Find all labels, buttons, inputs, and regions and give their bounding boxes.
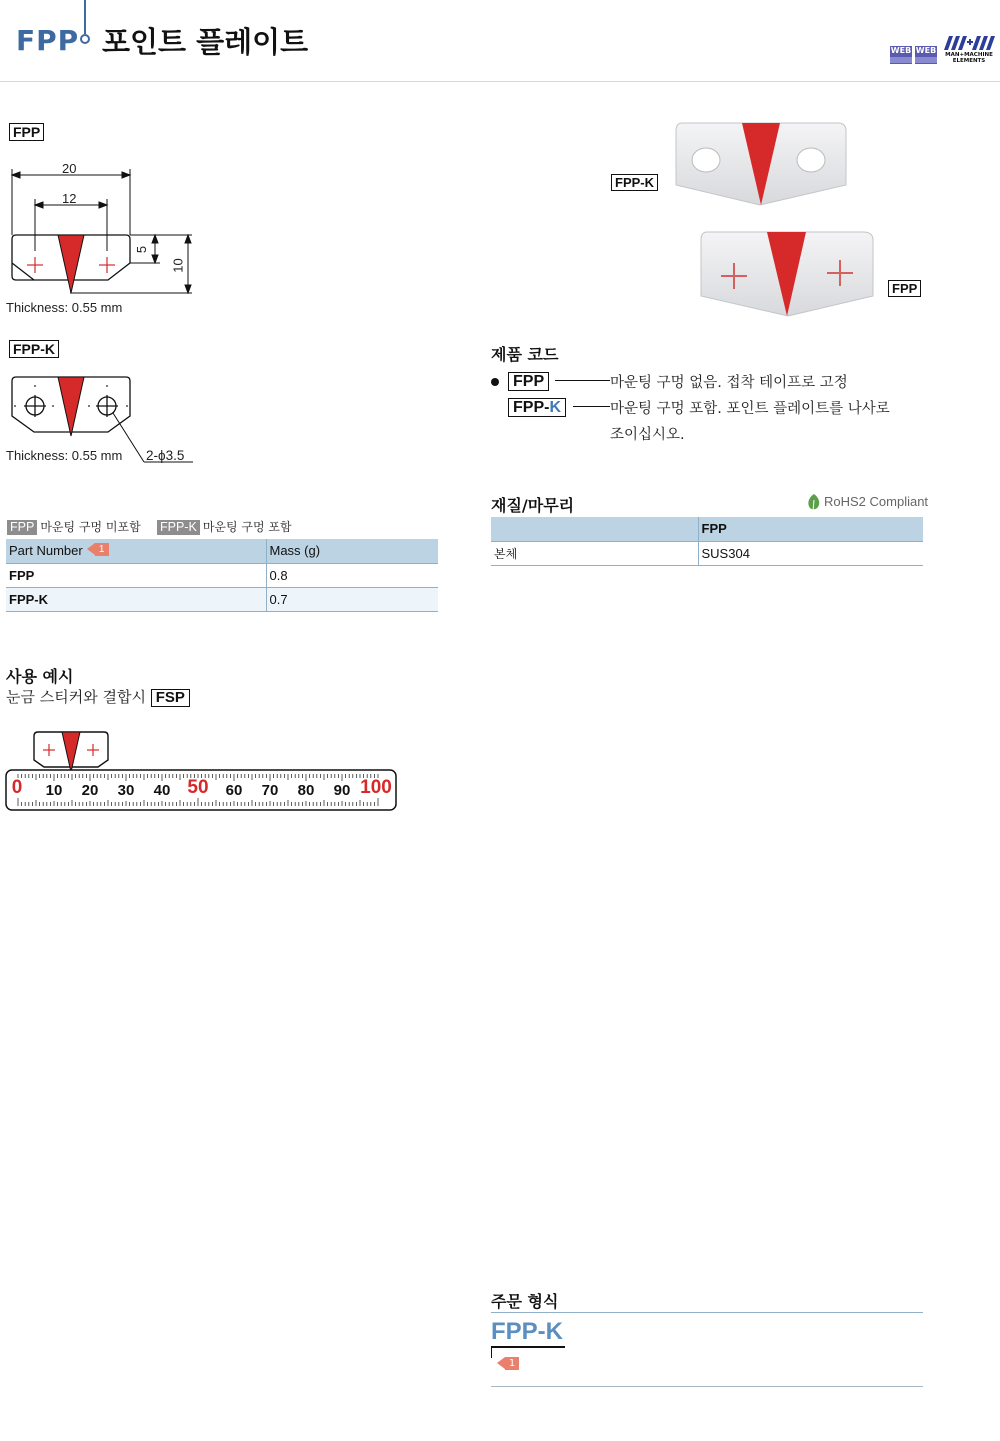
material-title: 재질/마무리	[491, 496, 575, 515]
mass-row-value: 0.7	[266, 587, 438, 611]
fpp-thickness: Thickness: 0.55 mm	[6, 300, 123, 315]
rohs-leaf-icon	[806, 493, 822, 513]
fppk-product-photo	[668, 118, 858, 213]
order-underline	[491, 1346, 565, 1348]
scale-label: 20	[81, 782, 99, 799]
fpp-technical-drawing	[0, 155, 210, 300]
usage-title: 사용 예시	[6, 667, 74, 686]
header-rule	[0, 81, 1000, 82]
fpp-drawing-label: FPP	[9, 123, 44, 141]
order-rule-top	[491, 1312, 923, 1313]
scale-label: 0	[11, 777, 23, 798]
code-desc-fpp: 마운팅 구멍 없음. 접착 테이프로 고정	[610, 375, 848, 391]
fppk-photo-label: FPP-K	[611, 174, 658, 191]
web-badge-1[interactable]: WEB	[890, 46, 912, 64]
page-code: FPP	[16, 24, 80, 57]
header-divider	[84, 0, 86, 34]
code-desc-fppk-2: 조이십시오.	[610, 427, 685, 443]
fsp-reference: FSP	[151, 689, 190, 707]
fpp-dim-20: 20	[62, 161, 77, 176]
order-rule-bottom	[491, 1386, 923, 1387]
material-row-name: 본체	[491, 541, 698, 565]
material-header-fpp: FPP	[698, 517, 923, 541]
fppk-hole-spec: 2-ϕ3.5	[146, 448, 185, 463]
material-table	[491, 517, 923, 566]
code-fpp: FPP	[508, 372, 549, 391]
order-title: 주문 형식	[491, 1292, 559, 1311]
mass-table-header-part: Part Number 1	[6, 539, 266, 563]
usage-illustration	[0, 726, 400, 816]
fppk-thickness: Thickness: 0.55 mm	[6, 448, 123, 463]
brand-name: MAN+MACHINE ELEMENTS	[945, 52, 993, 64]
table-row	[6, 563, 438, 587]
table-row	[491, 541, 923, 565]
part-number-flag-icon: 1	[87, 543, 109, 556]
bullet	[491, 378, 499, 386]
table-row	[6, 587, 438, 611]
header-dot	[80, 34, 90, 44]
mass-table	[6, 539, 438, 612]
web-badge-2[interactable]: WEB	[915, 46, 937, 64]
legend-fppk: FPP-K 마운팅 구멍 포함	[157, 518, 292, 535]
scale-label: 10	[45, 782, 63, 799]
fpp-dim-10: 10	[170, 258, 186, 273]
rohs-compliant: RoHS2 Compliant	[824, 494, 929, 509]
scale-label: 70	[261, 782, 279, 799]
product-code-title: 제품 코드	[491, 345, 559, 364]
fpp-photo-label: FPP	[888, 280, 921, 297]
mass-row-part: FPP-K	[6, 587, 266, 611]
scale-label: 50	[187, 777, 209, 798]
fpp-dim-12: 12	[62, 191, 77, 206]
usage-subtitle: 눈금 스티커와 결합시 FSP	[6, 686, 190, 707]
material-row-value: SUS304	[698, 541, 923, 565]
scale-label: 100	[360, 777, 392, 798]
order-code: FPP-K	[491, 1318, 563, 1345]
code-link-fppk	[573, 406, 610, 407]
material-header-empty	[491, 517, 698, 541]
order-tick	[491, 1346, 492, 1358]
code-link-fpp	[555, 380, 610, 381]
code-desc-fppk: 마운팅 구멍 포함. 포인트 플레이트를 나사로	[610, 401, 890, 417]
scale-label: 80	[297, 782, 315, 799]
mass-row-value: 0.8	[266, 563, 438, 587]
scale-label: 30	[117, 782, 135, 799]
fpp-dim-5: 5	[134, 245, 150, 254]
fppk-drawing-label: FPP-K	[9, 340, 59, 358]
scale-label: 90	[333, 782, 351, 799]
order-flag-icon: 1	[497, 1357, 519, 1370]
mass-table-header-mass: Mass (g)	[266, 539, 438, 563]
mass-row-part: FPP	[6, 563, 266, 587]
scale-label: 40	[153, 782, 171, 799]
fpp-product-photo	[693, 226, 883, 321]
page-title: 포인트 플레이트	[102, 25, 309, 59]
legend-fpp: FPP 마운팅 구멍 미포함	[7, 518, 141, 535]
code-fppk: FPP-K	[508, 398, 566, 417]
scale-label: 60	[225, 782, 243, 799]
